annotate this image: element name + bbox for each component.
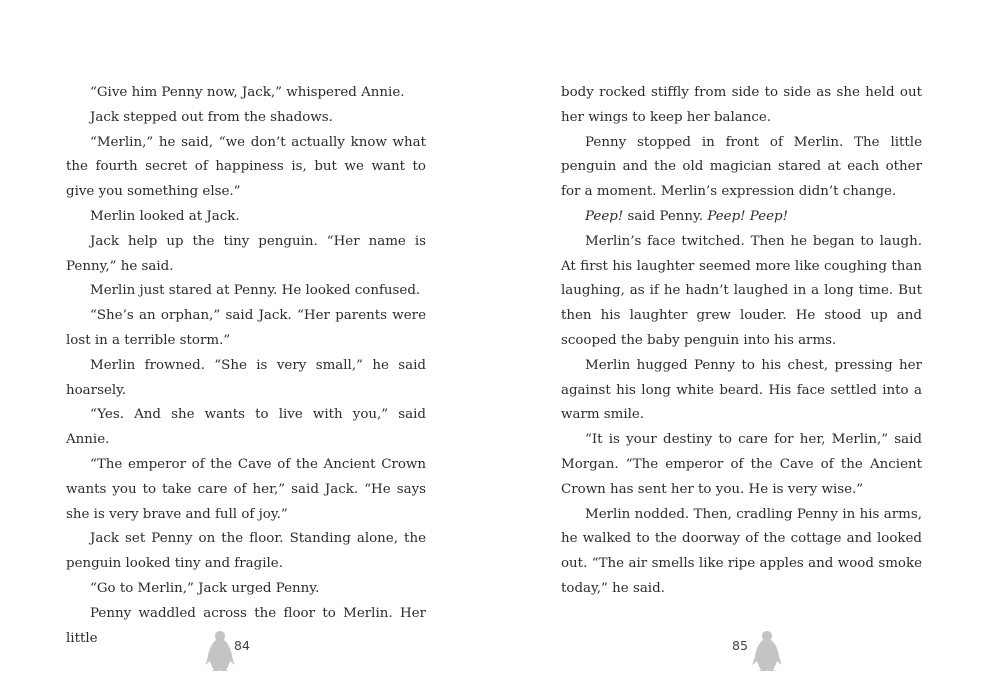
paragraph: Penny waddled across the floor to Merlin. Her little [66, 605, 426, 646]
paragraph: “Give him Penny now, Jack,” whispered Annie. [90, 85, 405, 100]
paragraph: Merlin’s face twitched. Then he began to laugh. At first his laughter seemed more like coughing than laughing, as if he hadn’t laughed in a long time. But then his laughter grew louder. He stood up and scooped the baby penguin into his arms. [561, 233, 922, 348]
paragraph: Merlin looked at Jack. [90, 208, 240, 224]
left-page-text [66, 81, 426, 651]
penguin-icon [751, 630, 783, 672]
paragraph [561, 205, 922, 230]
left-page [0, 0, 493, 684]
page-number: 85 [732, 638, 748, 653]
paragraph: Merlin frowned. “She is very small,” he said hoarsely. [66, 357, 426, 398]
paragraph: “The emperor of the Cave of the Ancient Crown wants you to take care of her,” said Jack. “He says she is very brave and full of joy.” [66, 456, 426, 522]
right-page [494, 0, 987, 684]
page-footer [204, 630, 264, 672]
page-number: 84 [234, 638, 250, 653]
dialogue-tag: said Penny. [623, 208, 708, 224]
right-page-text [561, 81, 922, 602]
paragraph: Jack stepped out from the shadows. [90, 109, 333, 125]
penguin-icon [204, 630, 236, 672]
paragraph-continuation: body rocked stiffly from side to side as she held out her wings to keep her balance. [561, 85, 922, 125]
italic-text: Peep! [585, 208, 624, 224]
page-footer [732, 630, 792, 672]
paragraph: “She’s an orphan,” said Jack. “Her parents were lost in a terrible storm.” [66, 308, 426, 348]
paragraph: “It is your destiny to care for her, Merlin,” said Morgan. “The emperor of the Cave of the Ancient Crown has sent her to you. He is very wise.” [561, 432, 922, 497]
paragraph: Merlin just stared at Penny. He looked confused. [90, 283, 421, 299]
paragraph: Merlin nodded. Then, cradling Penny in his arms, he walked to the doorway of the cottage and looked out. “The air smells like ripe apples and wood smoke today,” he said. [561, 506, 922, 596]
italic-text: Peep! Peep! [707, 208, 789, 224]
paragraph: Merlin hugged Penny to his chest, pressing her against his long white beard. His face settled into a warm smile. [561, 357, 922, 423]
paragraph: Jack set Penny on the floor. Standing alone, the penguin looked tiny and fragile. [66, 531, 426, 572]
paragraph: “Yes. And she wants to live with you,” said Annie. [66, 407, 426, 448]
paragraph: “Merlin,” he said, “we don’t actually know what the fourth secret of happiness is, but we want to give you something else.” [66, 134, 426, 200]
paragraph: Penny stopped in front of Merlin. The little penguin and the old magician stared at each other for a moment. Merlin’s expression didn’t change. [561, 134, 922, 200]
paragraph: Jack help up the tiny penguin. “Her name is Penny,” he said. [66, 233, 426, 274]
paragraph: “Go to Merlin,” Jack urged Penny. [90, 580, 320, 596]
